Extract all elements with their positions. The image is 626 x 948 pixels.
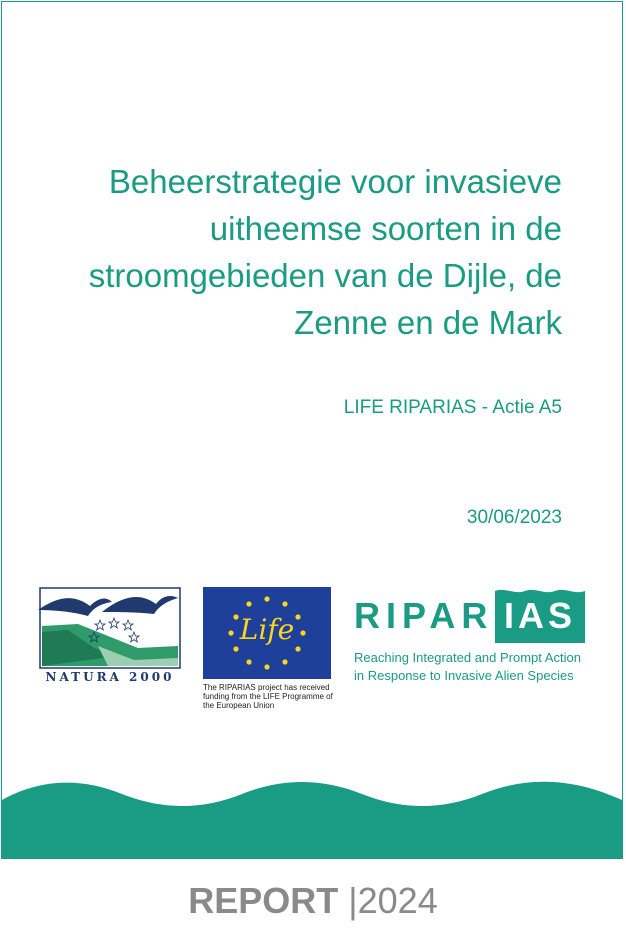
eu-flag-icon bbox=[203, 587, 331, 679]
riparias-tagline-line: Reaching Integrated and Prompt Action bbox=[354, 650, 581, 665]
life-programme-logo bbox=[203, 587, 333, 710]
title-line: uitheemse soorten in de bbox=[209, 210, 562, 247]
footer-report-label: REPORT bbox=[188, 880, 339, 921]
natura-2000-logo bbox=[38, 586, 182, 690]
report-title bbox=[62, 158, 562, 346]
footer-year: |2024 bbox=[338, 880, 438, 921]
report-date: 30/06/2023 bbox=[466, 507, 562, 528]
life-wordmark: Life bbox=[239, 613, 295, 646]
bottom-wave-decoration bbox=[2, 772, 622, 859]
riparias-tagline bbox=[354, 649, 590, 685]
title-line: Beheerstrategie voor invasieve bbox=[108, 163, 562, 200]
natura-logo-text: NATURA 2000 bbox=[45, 670, 175, 684]
natura-birds-landscape-icon bbox=[38, 586, 182, 670]
riparias-ias-box bbox=[495, 587, 585, 643]
cover-page bbox=[1, 1, 623, 859]
report-subtitle: LIFE RIPARIAS - Actie A5 bbox=[343, 397, 562, 418]
life-funding-caption: The RIPARIAS project has received funding from the LIFE Programme of the European Union bbox=[203, 683, 333, 710]
riparias-logo bbox=[354, 587, 590, 685]
riparias-tagline-line: in Response to Invasive Alien Species bbox=[354, 668, 574, 683]
title-line: stroomgebieden van de Dijle, de bbox=[88, 257, 562, 294]
report-footer bbox=[0, 880, 626, 922]
title-line: Zenne en de Mark bbox=[294, 304, 562, 341]
riparias-wordmark bbox=[354, 587, 590, 645]
riparias-word-box: IAS bbox=[503, 595, 576, 636]
riparias-word-left: RIPAR bbox=[354, 595, 494, 636]
